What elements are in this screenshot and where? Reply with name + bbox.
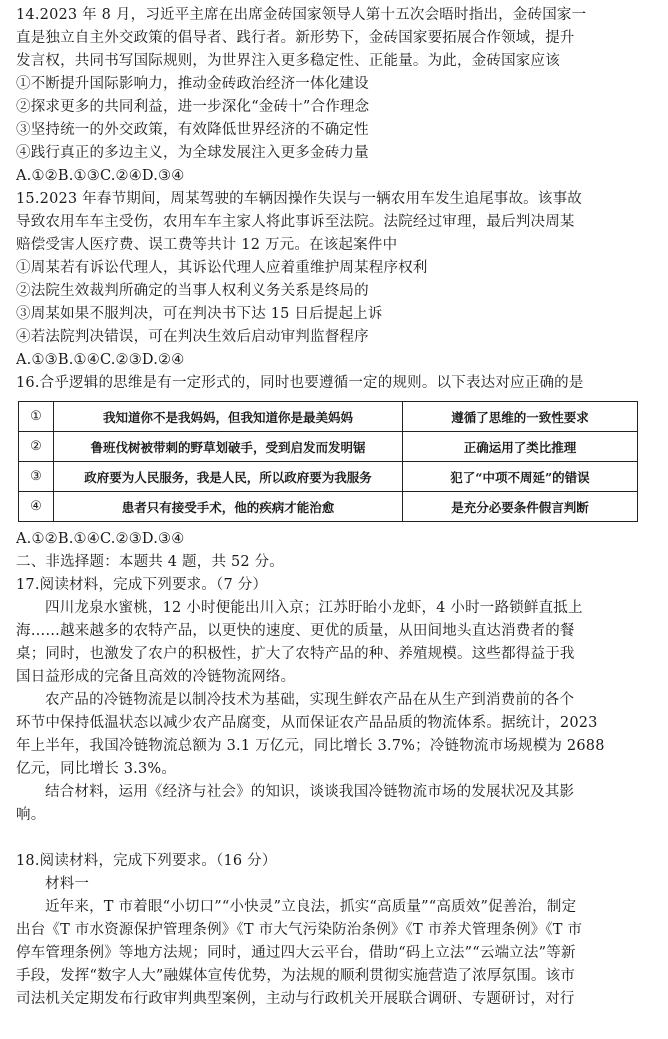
q15-answer-choices: A.①③B.①④C.②③D.②④ (16, 352, 185, 368)
q15-stem-line: 赔偿受害人医疗费、误工费等共计 12 万元。在该起案件中 (16, 237, 398, 253)
row-analysis: 遵循了思维的一致性要求 (403, 402, 638, 432)
q17-paragraph-line: 环节中保持低温状态以减少农产品腐变，从而保证农产品品质的物流体系。据统计，2023 (16, 715, 598, 731)
question-14 (16, 4, 656, 188)
question-17 (16, 574, 656, 827)
q17-prompt-line: 结合材料，运用《经济与社会》的知识，谈谈我国冷链物流市场的发展状况及其影 (45, 784, 575, 800)
table-row (19, 432, 638, 462)
q17-paragraph-line: 国日益形成的完备且高效的冷链物流网络。 (16, 669, 296, 685)
q16-logic-table (18, 401, 638, 522)
q18-paragraph-line: 停车管理条例》等地方法规；同时，通过四大云平台，借助“码上立法”“云端立法”等新 (16, 945, 576, 961)
q15-stem-line: 15.2023 年春节期间，周某驾驶的车辆因操作失误与一辆农用车发生追尾事故。该事故 (16, 191, 582, 207)
row-number: ④ (19, 492, 54, 522)
q14-option: ④践行真正的多边主义，为全球发展注入更多金砖力量 (16, 145, 369, 161)
q18-paragraph-line: 手段，发挥“数字人大”融媒体宣传优势，为法规的顺利贯彻实施营造了浓厚氛围。该市 (16, 968, 576, 984)
q17-paragraph-line: 四川龙泉水蜜桃，12 小时便能出川入京；江苏盱眙小龙虾，4 小时一路锁鲜直抵上 (45, 600, 583, 616)
q15-option: ②法院生效裁判所确定的当事人权利义务关系是终局的 (16, 283, 369, 299)
table-row (19, 492, 638, 522)
q17-paragraph-line: 农产品的冷链物流是以制冷技术为基础，实现生鲜农产品在从生产到消费前的各个 (45, 692, 575, 708)
section-heading: 二、非选择题：本题共 4 题，共 52 分。 (16, 554, 285, 570)
q17-paragraph-line: 桌；同时，也激发了农户的积极性，扩大了农特产品的种、养殖规模。这些都得益于我 (16, 646, 575, 662)
q17-paragraph-line: 亿元，同比增长 3.3%。 (16, 761, 177, 777)
q16-stem: 16.合乎逻辑的思维是有一定形式的，同时也要遵循一定的规则。以下表达对应正确的是 (16, 375, 584, 391)
q17-paragraph-line: 海……越来越多的农特产品，以更快的速度、更优的质量，从田间地头直达消费者的餐 (16, 623, 575, 639)
q15-stem-line: 导致农用车车主受伤，农用车车主家人将此事诉至法院。法院经过审理，最后判决周某 (16, 214, 575, 230)
q15-option: ④若法院判决错误，可在判决生效后启动审判监督程序 (16, 329, 369, 345)
row-statement: 患者只有接受手术，他的疾病才能治愈 (54, 492, 403, 522)
row-number: ① (19, 402, 54, 432)
q14-answer-choices: A.①②B.①③C.②④D.③④ (16, 168, 185, 184)
row-statement: 我知道你不是我妈妈，但我知道你是最美妈妈 (54, 402, 403, 432)
row-analysis: 正确运用了类比推理 (403, 432, 638, 462)
q18-paragraph-line: 司法机关定期发布行政审判典型案例，主动与行政机关开展联合调研、专题研讨，对行 (16, 991, 575, 1007)
q14-option: ①不断提升国际影响力，推动金砖政治经济一体化建设 (16, 76, 369, 92)
q15-option: ③周某如果不服判决，可在判决书下达 15 日后提起上诉 (16, 306, 383, 322)
q18-material-label: 材料一 (45, 876, 90, 892)
row-number: ② (19, 432, 54, 462)
q18-paragraph-line: 出台《T 市水资源保护管理条例》《T 市大气污染防治条例》《T 市养犬管理条例》《T 市 (16, 922, 583, 938)
q16-answer-choices: A.①②B.①④C.②③D.③④ (16, 531, 185, 547)
q17-prompt-line: 响。 (16, 807, 46, 823)
q18-title: 18.阅读材料，完成下列要求。（16 分） (16, 853, 277, 869)
question-16 (16, 372, 656, 551)
q15-option: ①周某若有诉讼代理人，其诉讼代理人应着重维护周某程序权利 (16, 260, 428, 276)
q14-stem-line: 直是独立自主外交政策的倡导者、践行者。新形势下，金砖国家要拓展合作领域，提升 (16, 30, 575, 46)
row-analysis: 是充分必要条件假言判断 (403, 492, 638, 522)
q17-paragraph-line: 年上半年，我国冷链物流总额为 3.1 万亿元，同比增长 3.7%；冷链物流市场规模为 2688 (16, 738, 605, 754)
question-18 (16, 850, 656, 1011)
table-row (19, 462, 638, 492)
row-analysis: 犯了“中项不周延”的错误 (403, 462, 638, 492)
q14-stem-line: 14.2023 年 8 月，习近平主席在出席金砖国家领导人第十五次会晤时指出，金砖国家一 (16, 7, 587, 23)
q14-stem-line: 发言权，共同书写国际规则，为世界注入更多稳定性、正能量。为此，金砖国家应该 (16, 53, 560, 69)
q18-paragraph-line: 近年来，T 市着眼“小切口”“小快灵”立良法，抓实“高质量”“高质效”促善治，制定 (45, 899, 577, 915)
table-row (19, 402, 638, 432)
spacer (16, 827, 656, 850)
row-statement: 政府要为人民服务，我是人民，所以政府要为我服务 (54, 462, 403, 492)
q14-option: ②探求更多的共同利益，进一步深化“金砖十”合作理念 (16, 99, 370, 115)
q14-option: ③坚持统一的外交政策，有效降低世界经济的不确定性 (16, 122, 369, 138)
question-15 (16, 188, 656, 372)
q17-title: 17.阅读材料，完成下列要求。（7 分） (16, 577, 268, 593)
row-number: ③ (19, 462, 54, 492)
row-statement: 鲁班伐树被带刺的野草划破手，受到启发而发明锯 (54, 432, 403, 462)
